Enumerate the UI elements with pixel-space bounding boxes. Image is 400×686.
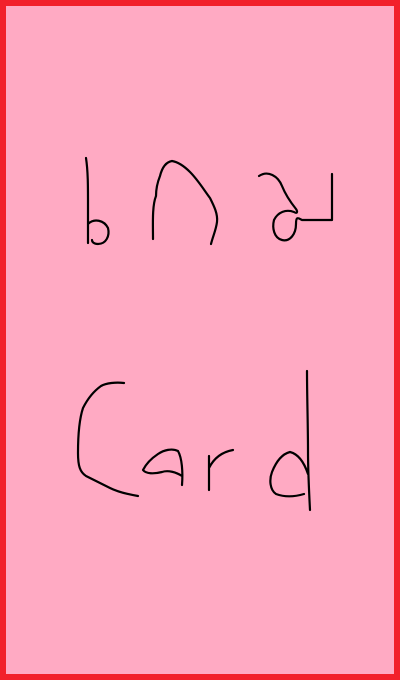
card-title-line-2 [78,371,310,510]
glyph-n [153,161,217,244]
glyph-a [259,174,332,241]
card-title-line-1 [86,158,332,244]
card-handwriting [6,6,400,686]
glyph-d [270,371,310,510]
glyph-C [78,383,138,496]
glyph-a2 [143,450,182,485]
glyph-r [209,450,233,490]
glyph-b [86,158,109,244]
